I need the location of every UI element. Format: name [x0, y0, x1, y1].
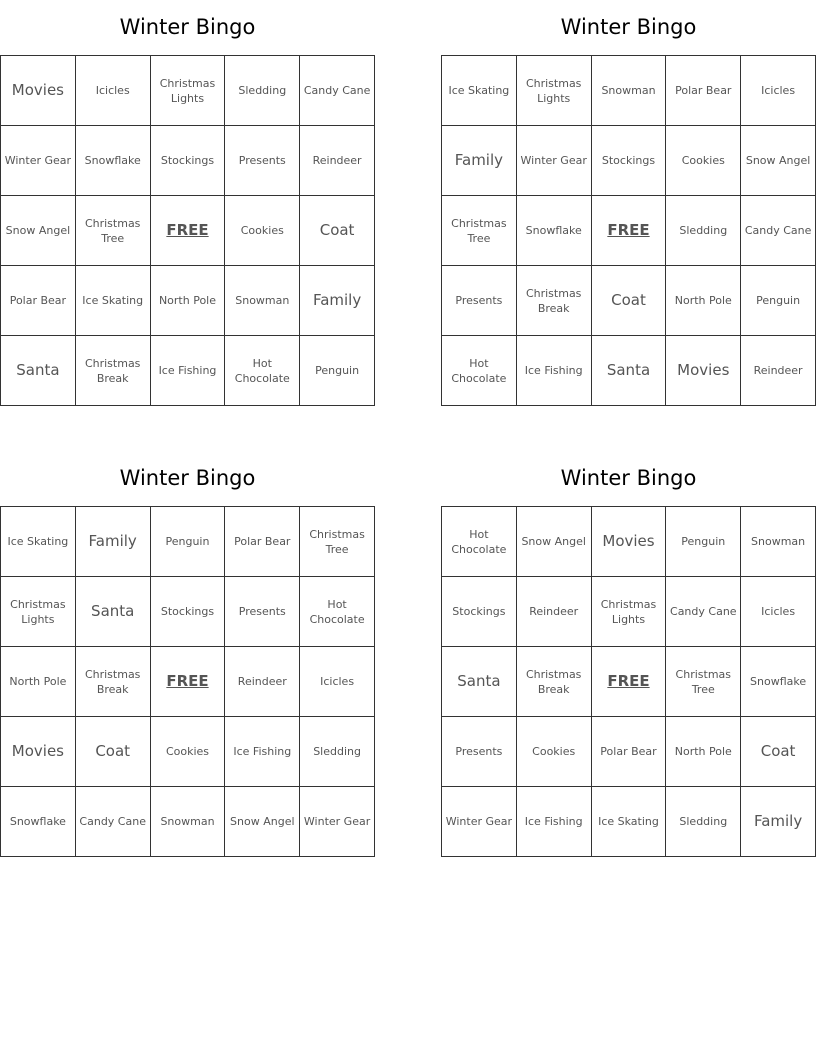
free-cell: FREE — [151, 647, 226, 717]
bingo-cell: Presents — [442, 266, 517, 336]
bingo-cell: Ice Skating — [592, 787, 667, 857]
bingo-cell: Ice Fishing — [225, 717, 300, 787]
bingo-cell: Stockings — [592, 126, 667, 196]
bingo-cell: Christmas Lights — [1, 577, 76, 647]
bingo-cell: Penguin — [300, 336, 375, 406]
bingo-cell: Snowman — [741, 507, 816, 577]
bingo-cell: Cookies — [225, 196, 300, 266]
bingo-cell: Polar Bear — [225, 507, 300, 577]
bingo-cell: Polar Bear — [592, 717, 667, 787]
bingo-cell: Ice Skating — [1, 507, 76, 577]
bingo-cell: Snow Angel — [1, 196, 76, 266]
bingo-cell: Christmas Lights — [517, 56, 592, 126]
bingo-cell: Christmas Lights — [151, 56, 226, 126]
bingo-cell: Snowman — [225, 266, 300, 336]
bingo-cell: Snowman — [592, 56, 667, 126]
bingo-cell: Coat — [76, 717, 151, 787]
bingo-cell: Penguin — [151, 507, 226, 577]
bingo-cell: Cookies — [666, 126, 741, 196]
bingo-cell: Penguin — [741, 266, 816, 336]
bingo-cell: North Pole — [666, 717, 741, 787]
bingo-card-3 — [0, 451, 375, 857]
bingo-cell: Candy Cane — [300, 56, 375, 126]
bingo-cell: Icicles — [741, 577, 816, 647]
card-title: Winter Bingo — [560, 15, 697, 39]
bingo-cell: Penguin — [666, 507, 741, 577]
free-cell: FREE — [592, 647, 667, 717]
bingo-cell: Hot Chocolate — [442, 336, 517, 406]
bingo-grid — [0, 506, 375, 857]
bingo-cell: Movies — [1, 56, 76, 126]
bingo-cell: Christmas Tree — [666, 647, 741, 717]
bingo-card-4 — [441, 451, 816, 857]
bingo-cell: Snowflake — [1, 787, 76, 857]
bingo-cell: Christmas Break — [76, 647, 151, 717]
bingo-cell: Ice Skating — [442, 56, 517, 126]
bingo-grid — [441, 55, 816, 406]
bingo-cell: Christmas Lights — [592, 577, 667, 647]
bingo-cell: Icicles — [300, 647, 375, 717]
bingo-cell: Stockings — [151, 577, 226, 647]
bingo-cell: Cookies — [151, 717, 226, 787]
bingo-cell: Santa — [76, 577, 151, 647]
card-title: Winter Bingo — [560, 466, 697, 490]
bingo-cell: Stockings — [442, 577, 517, 647]
bingo-cell: Santa — [442, 647, 517, 717]
card-title: Winter Bingo — [119, 15, 256, 39]
bingo-cell: Presents — [225, 577, 300, 647]
bingo-cell: North Pole — [1, 647, 76, 717]
bingo-cell: Family — [76, 507, 151, 577]
bingo-cell: Sledding — [225, 56, 300, 126]
bingo-cell: Hot Chocolate — [442, 507, 517, 577]
bingo-cell: Candy Cane — [666, 577, 741, 647]
bingo-cell: Santa — [592, 336, 667, 406]
bingo-cell: Ice Fishing — [151, 336, 226, 406]
bingo-cell: Movies — [592, 507, 667, 577]
bingo-cell: Family — [741, 787, 816, 857]
bingo-cell: Snow Angel — [741, 126, 816, 196]
bingo-cell: Cookies — [517, 717, 592, 787]
bingo-cell: Coat — [592, 266, 667, 336]
bingo-cell: Family — [442, 126, 517, 196]
bingo-grid — [0, 55, 375, 406]
bingo-cell: Polar Bear — [666, 56, 741, 126]
bingo-cell: Presents — [225, 126, 300, 196]
bingo-cell: Christmas Tree — [300, 507, 375, 577]
bingo-grid — [441, 506, 816, 857]
bingo-cell: Christmas Tree — [76, 196, 151, 266]
bingo-cell: Family — [300, 266, 375, 336]
bingo-cell: Hot Chocolate — [300, 577, 375, 647]
bingo-cell: Snowman — [151, 787, 226, 857]
bingo-cell: Sledding — [300, 717, 375, 787]
bingo-cell: Hot Chocolate — [225, 336, 300, 406]
bingo-cell: Christmas Tree — [442, 196, 517, 266]
bingo-cell: Christmas Break — [517, 266, 592, 336]
bingo-cell: Movies — [1, 717, 76, 787]
bingo-cell: Reindeer — [225, 647, 300, 717]
bingo-cell: Candy Cane — [741, 196, 816, 266]
bingo-cell: Christmas Break — [517, 647, 592, 717]
bingo-cell: Snow Angel — [517, 507, 592, 577]
bingo-cell: Sledding — [666, 196, 741, 266]
bingo-cell: Movies — [666, 336, 741, 406]
bingo-cell: Winter Gear — [517, 126, 592, 196]
bingo-cell: Winter Gear — [442, 787, 517, 857]
bingo-cell: Snowflake — [741, 647, 816, 717]
bingo-cell: Snow Angel — [225, 787, 300, 857]
bingo-cell: Stockings — [151, 126, 226, 196]
bingo-cell: Reindeer — [741, 336, 816, 406]
free-cell: FREE — [151, 196, 226, 266]
bingo-cell: Winter Gear — [300, 787, 375, 857]
bingo-cell: Winter Gear — [1, 126, 76, 196]
bingo-cell: North Pole — [666, 266, 741, 336]
bingo-cell: Santa — [1, 336, 76, 406]
bingo-cell: Christmas Break — [76, 336, 151, 406]
bingo-cell: Snowflake — [76, 126, 151, 196]
bingo-cell: North Pole — [151, 266, 226, 336]
bingo-cell: Snowflake — [517, 196, 592, 266]
bingo-cell: Presents — [442, 717, 517, 787]
bingo-cell: Reindeer — [300, 126, 375, 196]
bingo-card-1 — [0, 0, 375, 406]
bingo-cell: Ice Fishing — [517, 336, 592, 406]
bingo-cell: Polar Bear — [1, 266, 76, 336]
bingo-cell: Ice Skating — [76, 266, 151, 336]
bingo-cell: Coat — [741, 717, 816, 787]
bingo-cell: Icicles — [76, 56, 151, 126]
bingo-cell: Icicles — [741, 56, 816, 126]
bingo-cell: Reindeer — [517, 577, 592, 647]
bingo-card-2 — [441, 0, 816, 406]
card-title: Winter Bingo — [119, 466, 256, 490]
bingo-cell: Ice Fishing — [517, 787, 592, 857]
bingo-cell: Sledding — [666, 787, 741, 857]
free-cell: FREE — [592, 196, 667, 266]
bingo-cell: Coat — [300, 196, 375, 266]
bingo-cell: Candy Cane — [76, 787, 151, 857]
